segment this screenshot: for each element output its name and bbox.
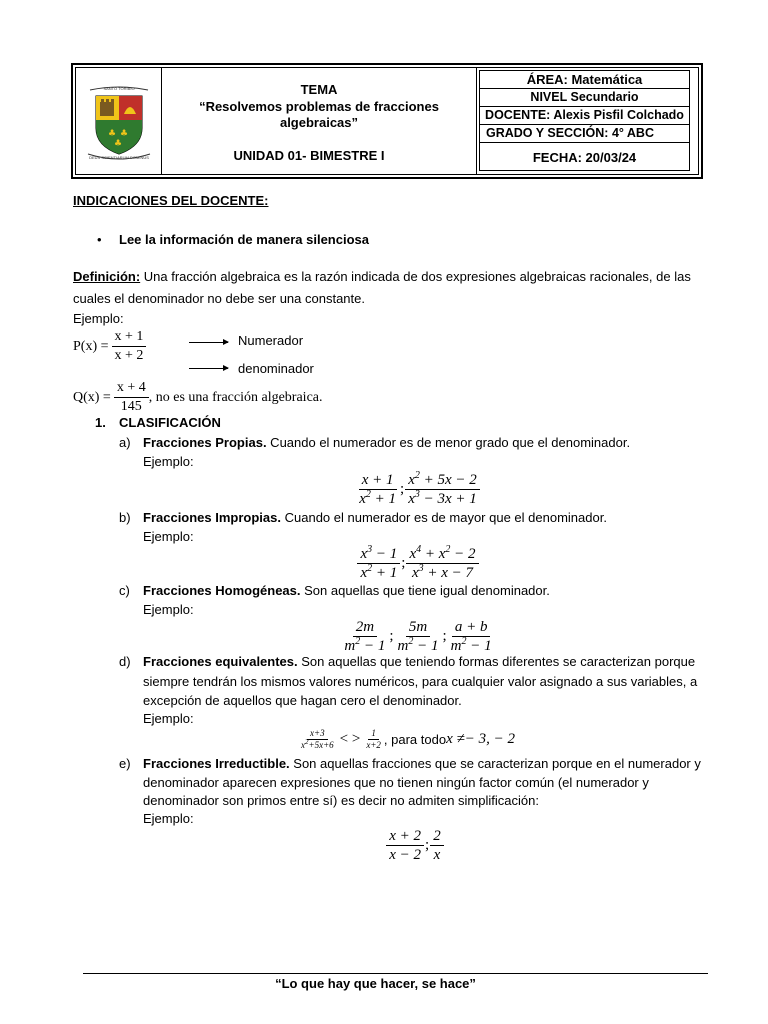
q-note: , no es una fracción algebraica. xyxy=(148,389,323,405)
item-d-letter: d) xyxy=(119,654,131,669)
p-fraction xyxy=(73,328,146,365)
item-e-line2: denominador aparecen expresiones que no tienen ningún factor común (el numerador y xyxy=(143,775,649,790)
item-b-text: Cuando el numerador es de mayor que el denominador. xyxy=(281,510,607,525)
item-d-ejemplo: Ejemplo: xyxy=(143,711,194,726)
indicaciones-title: INDICACIONES DEL DOCENTE: xyxy=(73,193,269,208)
item-c-text: Son aquellas que tiene igual denominador. xyxy=(300,583,550,598)
footer-rule xyxy=(83,973,708,974)
q-denominator: 145 xyxy=(120,399,142,414)
item-e-letter: e) xyxy=(119,756,131,771)
item-a-line xyxy=(143,434,630,452)
header-divider-left xyxy=(161,67,162,175)
arrow-denominador xyxy=(189,368,228,369)
svg-text:♣: ♣ xyxy=(108,129,117,139)
equiv-note: , para todo xyxy=(383,731,447,747)
tema-title: “Resolvemos problemas de fracciones algebraicas” xyxy=(199,99,439,130)
bullet-text: Lee la información de manera silenciosa xyxy=(119,232,369,247)
item-e-title: Fracciones Irreductible. xyxy=(143,756,290,771)
q-numerator: x + 4 xyxy=(114,379,149,398)
item-c-title: Fracciones Homogéneas. xyxy=(143,583,301,598)
logo-motto-bottom: DEUS SCIENTIARUM DOMINUS xyxy=(89,155,149,160)
fecha-box: FECHA: 20/03/24 xyxy=(479,142,690,171)
docente-box: DOCENTE: Alexis Pisfil Colchado xyxy=(479,106,690,125)
definicion-line2: cuales el denominador no debe ser una constante. xyxy=(73,291,365,306)
item-c-ejemplo: Ejemplo: xyxy=(143,602,194,617)
unidad-label: UNIDAD 01- BIMESTRE I xyxy=(233,148,385,163)
grado-box: GRADO Y SECCIÓN: 4° ABC xyxy=(479,124,690,143)
item-d-line2: siempre tendrán los mismos valores numéricos, para cualquier valor asignado a sus variables, a xyxy=(143,674,698,689)
nivel-box: NIVEL Secundario xyxy=(479,88,690,107)
footer-quote: “Lo que hay que hacer, se hace” xyxy=(275,976,476,991)
school-logo xyxy=(86,84,152,164)
tema-label: TEMA xyxy=(300,82,338,97)
header-divider-right xyxy=(476,67,477,175)
clasificacion-heading: CLASIFICACIÓN xyxy=(119,415,221,430)
q-label: Q(x) = xyxy=(73,389,111,405)
item-a-title: Fracciones Propias. xyxy=(143,435,267,450)
svg-text:♣: ♣ xyxy=(114,139,123,149)
item-a-text: Cuando el numerador es de menor grado que el denominador. xyxy=(266,435,631,450)
item-b-letter: b) xyxy=(119,510,131,525)
item-d-line3: excepción de aquellos que hagan cero el denominador. xyxy=(143,693,462,708)
p-numerator: x + 1 xyxy=(112,328,147,347)
item-b-ejemplo: Ejemplo: xyxy=(143,529,194,544)
numerador-label: Numerador xyxy=(238,333,304,348)
item-d-text: Son aquellas que teniendo formas diferentes se caracterizan porque xyxy=(297,654,696,669)
equiv-condition: x ≠− 3, − 2 xyxy=(446,731,515,747)
logo-motto-top: SANTO TORIBIO xyxy=(103,86,135,91)
arrow-numerador xyxy=(189,342,228,343)
svg-text:♣: ♣ xyxy=(120,129,129,139)
clasificacion-number: 1. xyxy=(95,415,106,430)
item-c-letter: c) xyxy=(119,583,130,598)
item-e-ejemplo: Ejemplo: xyxy=(143,811,194,826)
definicion-line1 xyxy=(73,268,691,286)
item-b-example-math: $\frac{x^3 - 1}{x^2 + 1}$ ; $\frac{x^4 + x^2 - 2}{x^3 + x - 7}$ xyxy=(300,545,536,582)
definicion-text1: Una fracción algebraica es la razón indicada de dos expresiones algebraicas racionales, de las xyxy=(140,269,691,284)
item-a-ejemplo: Ejemplo: xyxy=(143,454,194,469)
item-e-example-math: $\frac{x + 2}{x - 2}$ ; $\frac{2}{x}$ xyxy=(340,827,490,864)
bullet-dot: • xyxy=(97,232,102,247)
p-label: P(x) = xyxy=(73,338,109,354)
item-e-line3: denominador son primos entre sí) es decir no admiten simplificación: xyxy=(143,793,539,808)
item-c-example-math: $\frac{2m}{m^2 - 1}$ ; $\frac{5m}{m^2 - 1}$ ; $\frac{a + b}{m^2 - 1}$ xyxy=(344,619,492,654)
item-e-line1 xyxy=(143,755,701,773)
item-e-text: Son aquellas fracciones que se caracterizan porque en el numerador y xyxy=(289,756,701,771)
definicion-label: Definición: xyxy=(73,269,141,284)
item-d-example-math: $\frac{x+3}{x^2+5x+6}$ < > $\frac{1}{x+2}$ , para todo x ≠− 3, − 2 xyxy=(301,728,515,750)
area-box: ÁREA: Matemática xyxy=(479,70,690,89)
item-b-line xyxy=(143,509,607,527)
item-a-example-math: $\frac{x + 1}{x^2 + 1}$ ; $\frac{x^2 + 5x - 2}{x^3 - 3x + 1}$ xyxy=(300,471,536,508)
definicion-ejemplo: Ejemplo: xyxy=(73,311,124,326)
q-fraction xyxy=(73,379,323,416)
item-d-title: Fracciones equivalentes. xyxy=(143,654,298,669)
item-d-line1 xyxy=(143,653,695,671)
item-a-letter: a) xyxy=(119,435,131,450)
item-c-line xyxy=(143,582,550,600)
denominador-label: denominador xyxy=(238,361,314,376)
p-denominator: x + 2 xyxy=(114,348,144,363)
item-b-title: Fracciones Impropias. xyxy=(143,510,281,525)
